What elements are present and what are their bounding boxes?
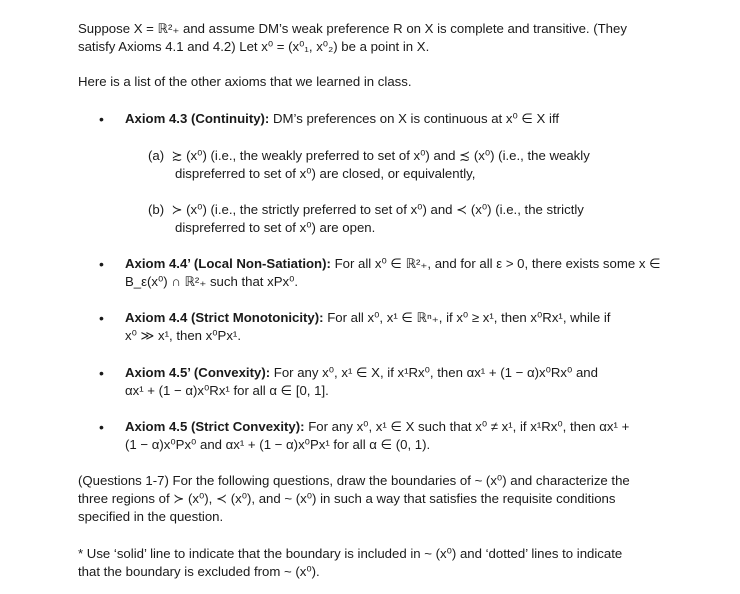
- axiom-4-3-b-line-2: dispreferred to set of x⁰) are open.: [175, 220, 376, 235]
- axiom-title: Axiom 4.5’ (Convexity):: [125, 365, 271, 380]
- axiom-text: For any x⁰, x¹ ∈ X such that x⁰ ≠ x¹, if x¹Rx⁰, then αx¹ +: [304, 419, 630, 434]
- axiom-4-4-line-2: x⁰ ≫ x¹, then x⁰Px¹.: [125, 328, 241, 343]
- axiom-text: For all x⁰, x¹ ∈ ℝⁿ₊, if x⁰ ≥ x¹, then x⁰Rx¹, while if: [323, 310, 611, 325]
- axiom-title: Axiom 4.4 (Strict Monotonicity):: [125, 310, 324, 325]
- intro-line-2: satisfy Axioms 4.1 and 4.2) Let x⁰ = (x⁰₁, x⁰₂) be a point in X.: [78, 39, 430, 54]
- questions-line-3: specified in the question.: [78, 509, 224, 524]
- bullet: •: [99, 419, 104, 435]
- bullet: •: [99, 365, 104, 381]
- questions-line-1: (Questions 1-7) For the following questions, draw the boundaries of ~ (x⁰) and characterize the: [78, 473, 630, 488]
- sub-label: (b): [148, 202, 165, 217]
- axiom-4-4-line-1: [125, 309, 610, 327]
- axiom-4-3-b-line-1: [148, 201, 584, 219]
- bullet: •: [99, 111, 104, 127]
- axiom-4-4-prime-line-2: B_ε(x⁰) ∩ ℝ²₊ such that xPx⁰.: [125, 274, 299, 289]
- axiom-4-5-prime-line-2: αx¹ + (1 − α)x⁰Rx¹ for all α ∈ [0, 1].: [125, 383, 329, 398]
- axiom-text: For any x⁰, x¹ ∈ X, if x¹Rx⁰, then αx¹ + (1 − α)x⁰Rx⁰ and: [270, 365, 598, 380]
- sub-text: ≻ (x⁰) (i.e., the strictly preferred to set of x⁰) and ≺ (x⁰) (i.e., the strictly: [171, 202, 584, 217]
- sub-text: ≿ (x⁰) (i.e., the weakly preferred to set of x⁰) and ≾ (x⁰) (i.e., the weakly: [171, 148, 590, 163]
- axiom-4-3-a-line-2: dispreferred to set of x⁰) are closed, or equivalently,: [175, 166, 476, 181]
- note-line-1: * Use ‘solid’ line to indicate that the boundary is included in ~ (x⁰) and ‘dotted’ lines to indicate: [78, 546, 623, 561]
- axiom-title: Axiom 4.4’ (Local Non-Satiation):: [125, 256, 331, 271]
- axiom-4-5-line-2: (1 − α)x⁰Px⁰ and αx¹ + (1 − α)x⁰Px¹ for all α ∈ (0, 1).: [125, 437, 431, 452]
- axiom-4-3: [125, 110, 559, 128]
- axiom-title: Axiom 4.3 (Continuity):: [125, 111, 270, 126]
- axiom-text: DM’s preferences on X is continuous at x⁰ ∈ X iff: [269, 111, 560, 126]
- intro-line-1: Suppose X = ℝ²₊ and assume DM’s weak preference R on X is complete and transitive. (They: [78, 21, 627, 36]
- axiom-4-3-a-line-1: [148, 147, 590, 165]
- bullet: •: [99, 256, 104, 272]
- bullet: •: [99, 310, 104, 326]
- axiom-4-5-line-1: [125, 418, 629, 436]
- axiom-title: Axiom 4.5 (Strict Convexity):: [125, 419, 305, 434]
- axiom-4-5-prime-line-1: [125, 364, 598, 382]
- axiom-text: For all x⁰ ∈ ℝ²₊, and for all ε > 0, there exists some x ∈: [330, 256, 661, 271]
- questions-line-2: three regions of ≻ (x⁰), ≺ (x⁰), and ~ (x⁰) in such a way that satisfies the requisite conditions: [78, 491, 616, 506]
- note-line-2: that the boundary is excluded from ~ (x⁰).: [78, 564, 320, 579]
- axiom-4-4-prime-line-1: [125, 255, 661, 273]
- sub-label: (a): [148, 148, 165, 163]
- intro-line-3: Here is a list of the other axioms that we learned in class.: [78, 74, 412, 89]
